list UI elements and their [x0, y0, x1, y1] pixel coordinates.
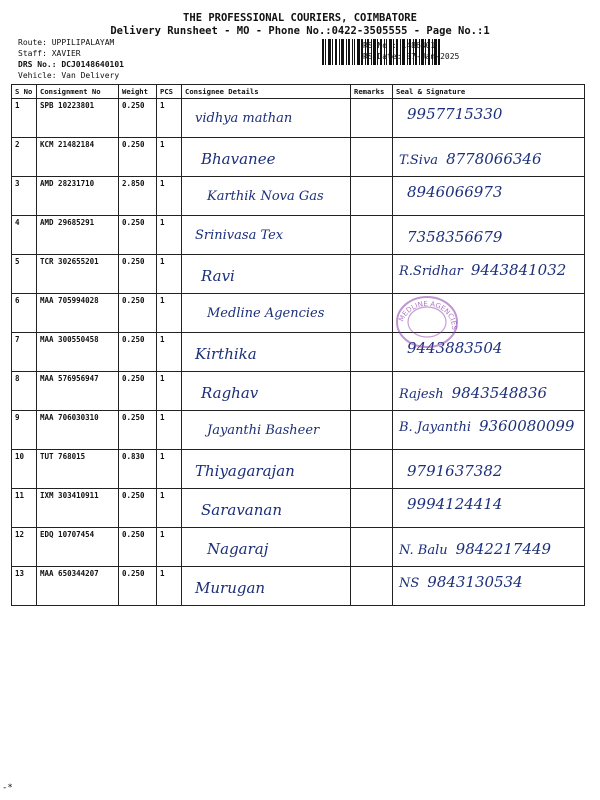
- consignee-cell: [182, 99, 351, 138]
- consignee-handwriting: Ravi: [201, 267, 235, 285]
- signature-cell: [393, 138, 585, 177]
- pcs-cell: 1: [157, 567, 182, 606]
- signature-handwriting: [399, 183, 502, 201]
- table-row: [12, 99, 585, 138]
- consignment-number-cell: MAA 576956947: [37, 372, 119, 411]
- route-label: Route: UPPILIPALAYAM: [18, 38, 115, 47]
- signature-cell: [393, 372, 585, 411]
- consignment-number-cell: IXM 303410911: [37, 489, 119, 528]
- signature-cell: [393, 216, 585, 255]
- company-title: THE PROFESSIONAL COURIERS, COIMBATORE: [183, 12, 417, 24]
- pcs-cell: 1: [157, 333, 182, 372]
- signature-handwriting: [399, 261, 566, 279]
- weight-cell: 0.250: [119, 255, 157, 294]
- weight-cell: 0.250: [119, 567, 157, 606]
- signature-cell: [393, 567, 585, 606]
- signer-name: R.Sridhar: [399, 264, 463, 279]
- consignee-cell: [182, 177, 351, 216]
- pcs-cell: 1: [157, 177, 182, 216]
- table-row: [12, 216, 585, 255]
- consignee-cell: [182, 255, 351, 294]
- weight-cell: 0.250: [119, 138, 157, 177]
- consignee-handwriting: Kirthika: [195, 345, 257, 363]
- signature-handwriting: [399, 105, 502, 123]
- consignment-number-cell: TCR 302655201: [37, 255, 119, 294]
- consignment-number-cell: MAA 705994028: [37, 294, 119, 333]
- sno-cell: 12: [12, 528, 37, 567]
- consignee-handwriting: Nagaraj: [207, 540, 269, 558]
- table-row: [12, 411, 585, 450]
- weight-cell: 0.250: [119, 99, 157, 138]
- rs-date: RS Date: 07-Jan-2025: [363, 52, 460, 61]
- consignee-handwriting: Murugan: [195, 579, 266, 597]
- consignee-cell: [182, 333, 351, 372]
- signer-phone: 8946066973: [407, 183, 503, 201]
- pcs-cell: 1: [157, 138, 182, 177]
- delivery-table: [11, 84, 585, 606]
- table-row: [12, 528, 585, 567]
- remarks-cell: [351, 177, 393, 216]
- col-header-consignee: Consignee Details: [182, 85, 351, 99]
- signer-name: NS: [399, 576, 420, 591]
- remarks-cell: [351, 567, 393, 606]
- pcs-cell: 1: [157, 411, 182, 450]
- table-row: [12, 294, 585, 333]
- consignment-number-cell: KCM 21482184: [37, 138, 119, 177]
- table-row: [12, 177, 585, 216]
- sno-cell: 5: [12, 255, 37, 294]
- table-row: [12, 567, 585, 606]
- signer-phone: 9791637382: [407, 462, 503, 480]
- remarks-cell: [351, 489, 393, 528]
- runsheet-title: Delivery Runsheet - MO - Phone No.:0422-3505555 - Page No.:1: [110, 25, 490, 37]
- consignee-cell: [182, 138, 351, 177]
- rs-number: RS No.: 1486401: [363, 41, 436, 50]
- consignee-handwriting: Karthik Nova Gas: [207, 189, 324, 204]
- remarks-cell: [351, 216, 393, 255]
- signature-handwriting: [399, 228, 502, 246]
- signer-phone: 9443841032: [470, 261, 567, 279]
- consignment-number-cell: EDQ 10707454: [37, 528, 119, 567]
- signer-phone: 9843548836: [451, 384, 548, 402]
- consignee-cell: [182, 216, 351, 255]
- signer-phone: 8778066346: [446, 150, 542, 168]
- remarks-cell: [351, 450, 393, 489]
- weight-cell: 0.250: [119, 372, 157, 411]
- consignee-handwriting: Raghav: [201, 384, 259, 402]
- pcs-cell: 1: [157, 528, 182, 567]
- signature-handwriting: [399, 462, 502, 480]
- signer-phone: 9443883504: [407, 339, 503, 357]
- signer-phone: 7358356679: [407, 228, 503, 246]
- signature-cell: [393, 255, 585, 294]
- sno-cell: 9: [12, 411, 37, 450]
- signer-name: T.Siva: [399, 153, 439, 168]
- weight-cell: 0.250: [119, 294, 157, 333]
- signature-cell: [393, 450, 585, 489]
- signature-handwriting: [399, 150, 542, 168]
- drs-label: DRS No.: DCJ0148640101: [18, 60, 124, 69]
- consignee-handwriting: vidhya mathan: [195, 111, 293, 126]
- table-row: [12, 489, 585, 528]
- signature-cell: [393, 489, 585, 528]
- signature-handwriting: [399, 495, 502, 513]
- consignee-handwriting: Jayanthi Basheer: [207, 423, 320, 438]
- weight-cell: 2.850: [119, 177, 157, 216]
- consignee-cell: [182, 372, 351, 411]
- weight-cell: 0.830: [119, 450, 157, 489]
- pcs-cell: 1: [157, 489, 182, 528]
- sno-cell: 3: [12, 177, 37, 216]
- medline-agencies-stamp: [388, 292, 466, 350]
- signature-cell: [393, 411, 585, 450]
- signature-handwriting: [399, 540, 551, 558]
- consignee-cell: [182, 294, 351, 333]
- signer-name: Rajesh: [399, 387, 444, 402]
- consignee-cell: [182, 489, 351, 528]
- sno-cell: 1: [12, 99, 37, 138]
- consignee-cell: [182, 567, 351, 606]
- remarks-cell: [351, 333, 393, 372]
- consignment-number-cell: MAA 300550458: [37, 333, 119, 372]
- col-header-consignment: Consignment No: [37, 85, 119, 99]
- signer-phone: 9957715330: [407, 105, 503, 123]
- signature-cell: [393, 528, 585, 567]
- sno-cell: 10: [12, 450, 37, 489]
- remarks-cell: [351, 411, 393, 450]
- signature-handwriting: [399, 384, 547, 402]
- sno-cell: 6: [12, 294, 37, 333]
- sno-cell: 8: [12, 372, 37, 411]
- consignee-cell: [182, 528, 351, 567]
- consignee-handwriting: Saravanan: [201, 501, 283, 519]
- col-header-pcs: PCS: [157, 85, 182, 99]
- remarks-cell: [351, 138, 393, 177]
- pcs-cell: 1: [157, 99, 182, 138]
- sno-cell: 7: [12, 333, 37, 372]
- consignment-number-cell: MAA 706030310: [37, 411, 119, 450]
- signer-phone: 9360080099: [479, 417, 575, 435]
- vehicle-label: Vehicle: Van Delivery: [18, 71, 120, 80]
- table-row: [12, 450, 585, 489]
- consignee-cell: [182, 411, 351, 450]
- staff-label: Staff: XAVIER: [18, 49, 81, 58]
- signer-phone: 9843130534: [427, 573, 523, 591]
- sno-cell: 13: [12, 567, 37, 606]
- remarks-cell: [351, 372, 393, 411]
- consignee-cell: [182, 450, 351, 489]
- consignee-handwriting: Srinivasa Tex: [195, 228, 284, 243]
- signature-handwriting: [399, 573, 523, 591]
- sno-cell: 11: [12, 489, 37, 528]
- signature-cell: [393, 177, 585, 216]
- table-row: [12, 255, 585, 294]
- remarks-cell: [351, 528, 393, 567]
- consignment-number-cell: TUT 768015: [37, 450, 119, 489]
- consignment-number-cell: SPB 10223801: [37, 99, 119, 138]
- pcs-cell: 1: [157, 294, 182, 333]
- table-row: [12, 372, 585, 411]
- signer-name: B. Jayanthi: [399, 420, 472, 435]
- weight-cell: 0.250: [119, 333, 157, 372]
- remarks-cell: [351, 99, 393, 138]
- col-header-sno: S No: [12, 85, 37, 99]
- consignee-handwriting: Thiyagarajan: [195, 462, 295, 480]
- consignment-number-cell: AMD 29685291: [37, 216, 119, 255]
- weight-cell: 0.250: [119, 489, 157, 528]
- pcs-cell: 1: [157, 450, 182, 489]
- consignee-handwriting: Bhavanee: [201, 150, 276, 168]
- sno-cell: 2: [12, 138, 37, 177]
- remarks-cell: [351, 294, 393, 333]
- consignment-number-cell: MAA 650344207: [37, 567, 119, 606]
- pcs-cell: 1: [157, 255, 182, 294]
- signer-phone: 9994124414: [407, 495, 503, 513]
- weight-cell: 0.250: [119, 411, 157, 450]
- corner-mark: -*: [2, 783, 13, 793]
- consignment-number-cell: AMD 28231710: [37, 177, 119, 216]
- col-header-signature: Seal & Signature: [393, 85, 585, 99]
- sno-cell: 4: [12, 216, 37, 255]
- col-header-remarks: Remarks: [351, 85, 393, 99]
- signer-phone: 9842217449: [455, 540, 552, 558]
- remarks-cell: [351, 255, 393, 294]
- table-row: [12, 333, 585, 372]
- signature-handwriting: [399, 417, 574, 435]
- stamp-text: MEDLINE AGENCIES: [397, 299, 459, 331]
- pcs-cell: 1: [157, 216, 182, 255]
- weight-cell: 0.250: [119, 216, 157, 255]
- table-header-row: [12, 85, 585, 99]
- table-row: [12, 138, 585, 177]
- signature-cell: [393, 99, 585, 138]
- col-header-weight: Weight: [119, 85, 157, 99]
- consignee-handwriting: Medline Agencies: [207, 306, 325, 321]
- weight-cell: 0.250: [119, 528, 157, 567]
- pcs-cell: 1: [157, 372, 182, 411]
- signer-name: N. Balu: [399, 543, 448, 558]
